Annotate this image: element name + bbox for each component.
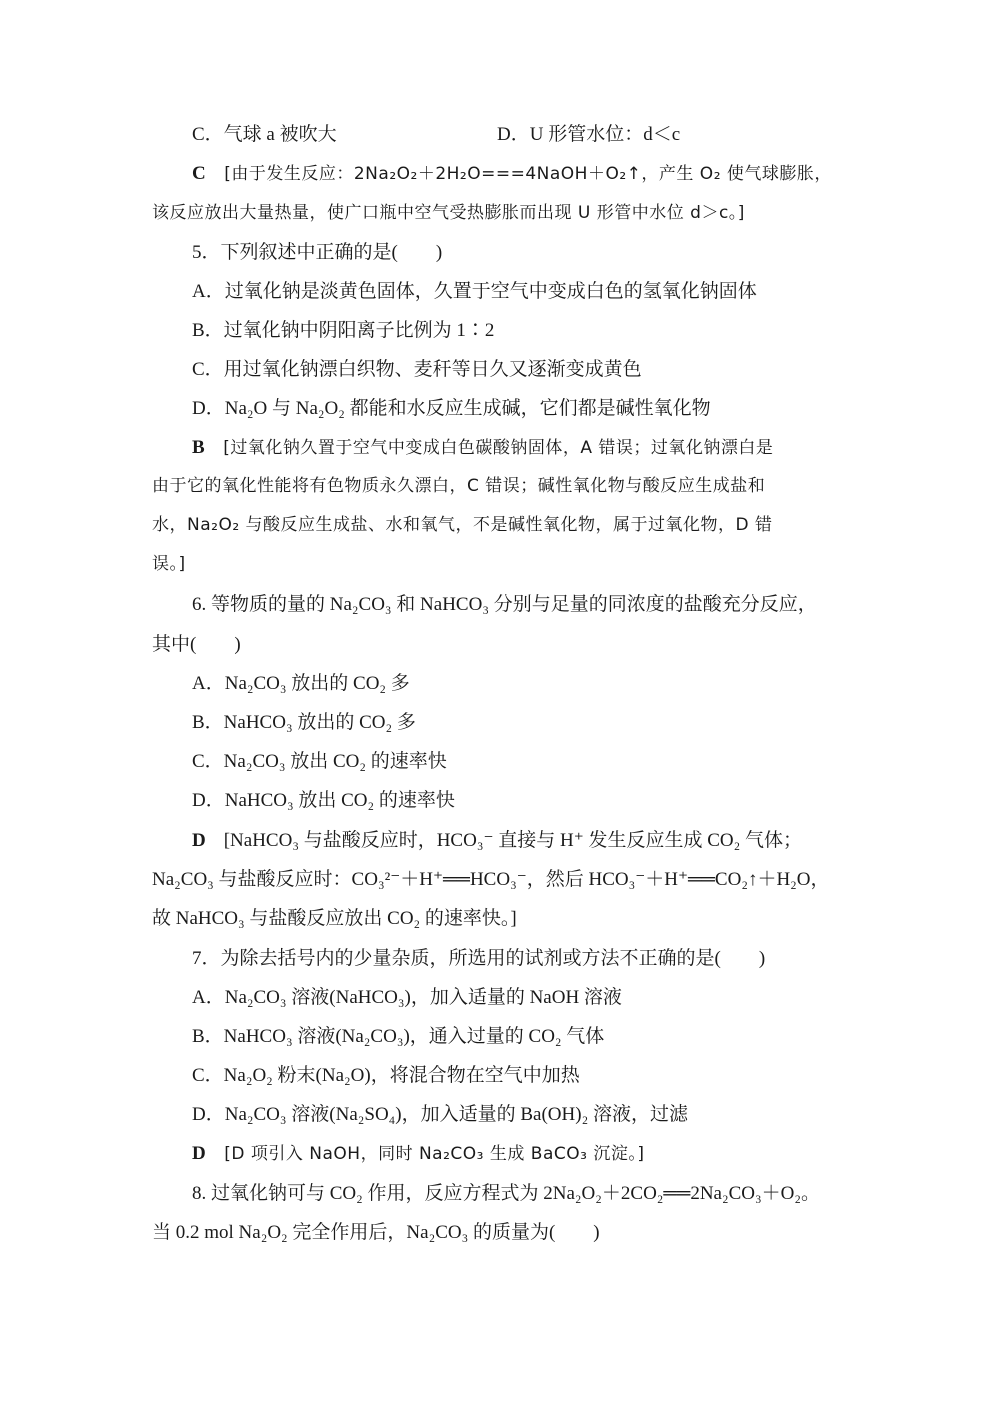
q5-option-b: B．过氧化钠中阴阳离子比例为 1∶2: [192, 320, 495, 341]
q5-option-d: D．Na₂O 与 Na₂O₂ 都能和水反应生成碱，它们都是碱性氧化物: [192, 398, 711, 419]
answer-6-line-3: 故 NaHCO₃ 与盐酸反应放出 CO₂ 的速率快。]: [152, 908, 517, 929]
q4-options-cd: [192, 115, 892, 154]
answer-text: [D 项引入 NaOH，同时 Na₂CO₃ 生成 BaCO₃ 沉淀。]: [224, 1144, 645, 1164]
question-7: 7．为除去括号内的少量杂质，所选用的试剂或方法不正确的是( ): [192, 948, 766, 969]
answer-7: [192, 1134, 892, 1173]
q7-option-c: C．Na₂O₂ 粉末(Na₂O)，将混合物在空气中加热: [192, 1065, 580, 1086]
question-8-line-1: 8. 过氧化钠可与 CO₂ 作用，反应方程式为 2Na₂O₂＋2CO₂══2Na₂CO₃＋O₂。: [192, 1183, 820, 1204]
q5-option-a: A．过氧化钠是淡黄色固体，久置于空气中变成白色的氢氧化钠固体: [192, 281, 757, 302]
answer-6-line-2: Na₂CO₃ 与盐酸反应时：CO₃²⁻＋H⁺══HCO₃⁻，然后 HCO₃⁻＋H⁺══CO₂↑＋H₂O，: [152, 869, 830, 890]
option-c: C．气球 a 被吹大: [192, 124, 337, 145]
question-6-line-2: 其中( ): [152, 634, 241, 655]
q6-option-a: A．Na₂CO₃ 放出的 CO₂ 多: [192, 673, 410, 694]
answer-5-line-2: 由于它的氧化性能将有色物质永久漂白，C 错误；碱性氧化物与酸反应生成盐和: [152, 476, 766, 496]
q7-option-b: B．NaHCO₃ 溶液(Na₂CO₃)，通入过量的 CO₂ 气体: [192, 1026, 605, 1047]
answer-key: B: [192, 437, 206, 458]
answer-4-line-1: [192, 154, 892, 193]
question-6-line-1: 6. 等物质的量的 Na₂CO₃ 和 NaHCO₃ 分别与足量的同浓度的盐酸充分反应，: [192, 594, 817, 615]
option-d: D．U 形管水位：d＜c: [497, 124, 681, 145]
answer-key: C: [192, 163, 207, 184]
answer-5-line-1: [192, 428, 892, 467]
q6-option-b: B．NaHCO₃ 放出的 CO₂ 多: [192, 712, 416, 733]
question-8-line-2: 当 0.2 mol Na₂O₂ 完全作用后，Na₂CO₃ 的质量为( ): [152, 1222, 600, 1243]
answer-4-line-2: 该反应放出大量热量，使广口瓶中空气受热膨胀而出现 U 形管中水位 d＞c。]: [152, 203, 745, 223]
answer-text: [由于发生反应：2Na₂O₂＋2H₂O===4NaOH＋O₂↑，产生 O₂ 使气球膨胀，: [224, 164, 832, 184]
answer-key: D: [192, 830, 206, 851]
q7-option-d: D．Na₂CO₃ 溶液(Na₂SO₄)，加入适量的 Ba(OH)₂ 溶液，过滤: [192, 1104, 688, 1125]
answer-key: D: [192, 1143, 207, 1164]
answer-6-line-1: [192, 821, 892, 860]
question-5: 5．下列叙述中正确的是( ): [192, 242, 443, 263]
q6-option-d: D．NaHCO₃ 放出 CO₂ 的速率快: [192, 790, 455, 811]
answer-5-line-4: 误。]: [152, 554, 186, 574]
q7-option-a: A．Na₂CO₃ 溶液(NaHCO₃)，加入适量的 NaOH 溶液: [192, 987, 622, 1008]
answer-text: [NaHCO₃ 与盐酸反应时，HCO₃⁻ 直接与 H⁺ 发生反应生成 CO₂ 气体；: [223, 830, 802, 851]
answer-5-line-3: 水，Na₂O₂ 与酸反应生成盐、水和氧气，不是碱性氧化物，属于过氧化物，D 错: [152, 515, 773, 535]
answer-text: [过氧化钠久置于空气中变成白色碳酸钠固体，A 错误；过氧化钠漂白是: [223, 438, 774, 458]
q5-option-c: C．用过氧化钠漂白织物、麦秆等日久又逐渐变成黄色: [192, 359, 642, 380]
q6-option-c: C．Na₂CO₃ 放出 CO₂ 的速率快: [192, 751, 447, 772]
